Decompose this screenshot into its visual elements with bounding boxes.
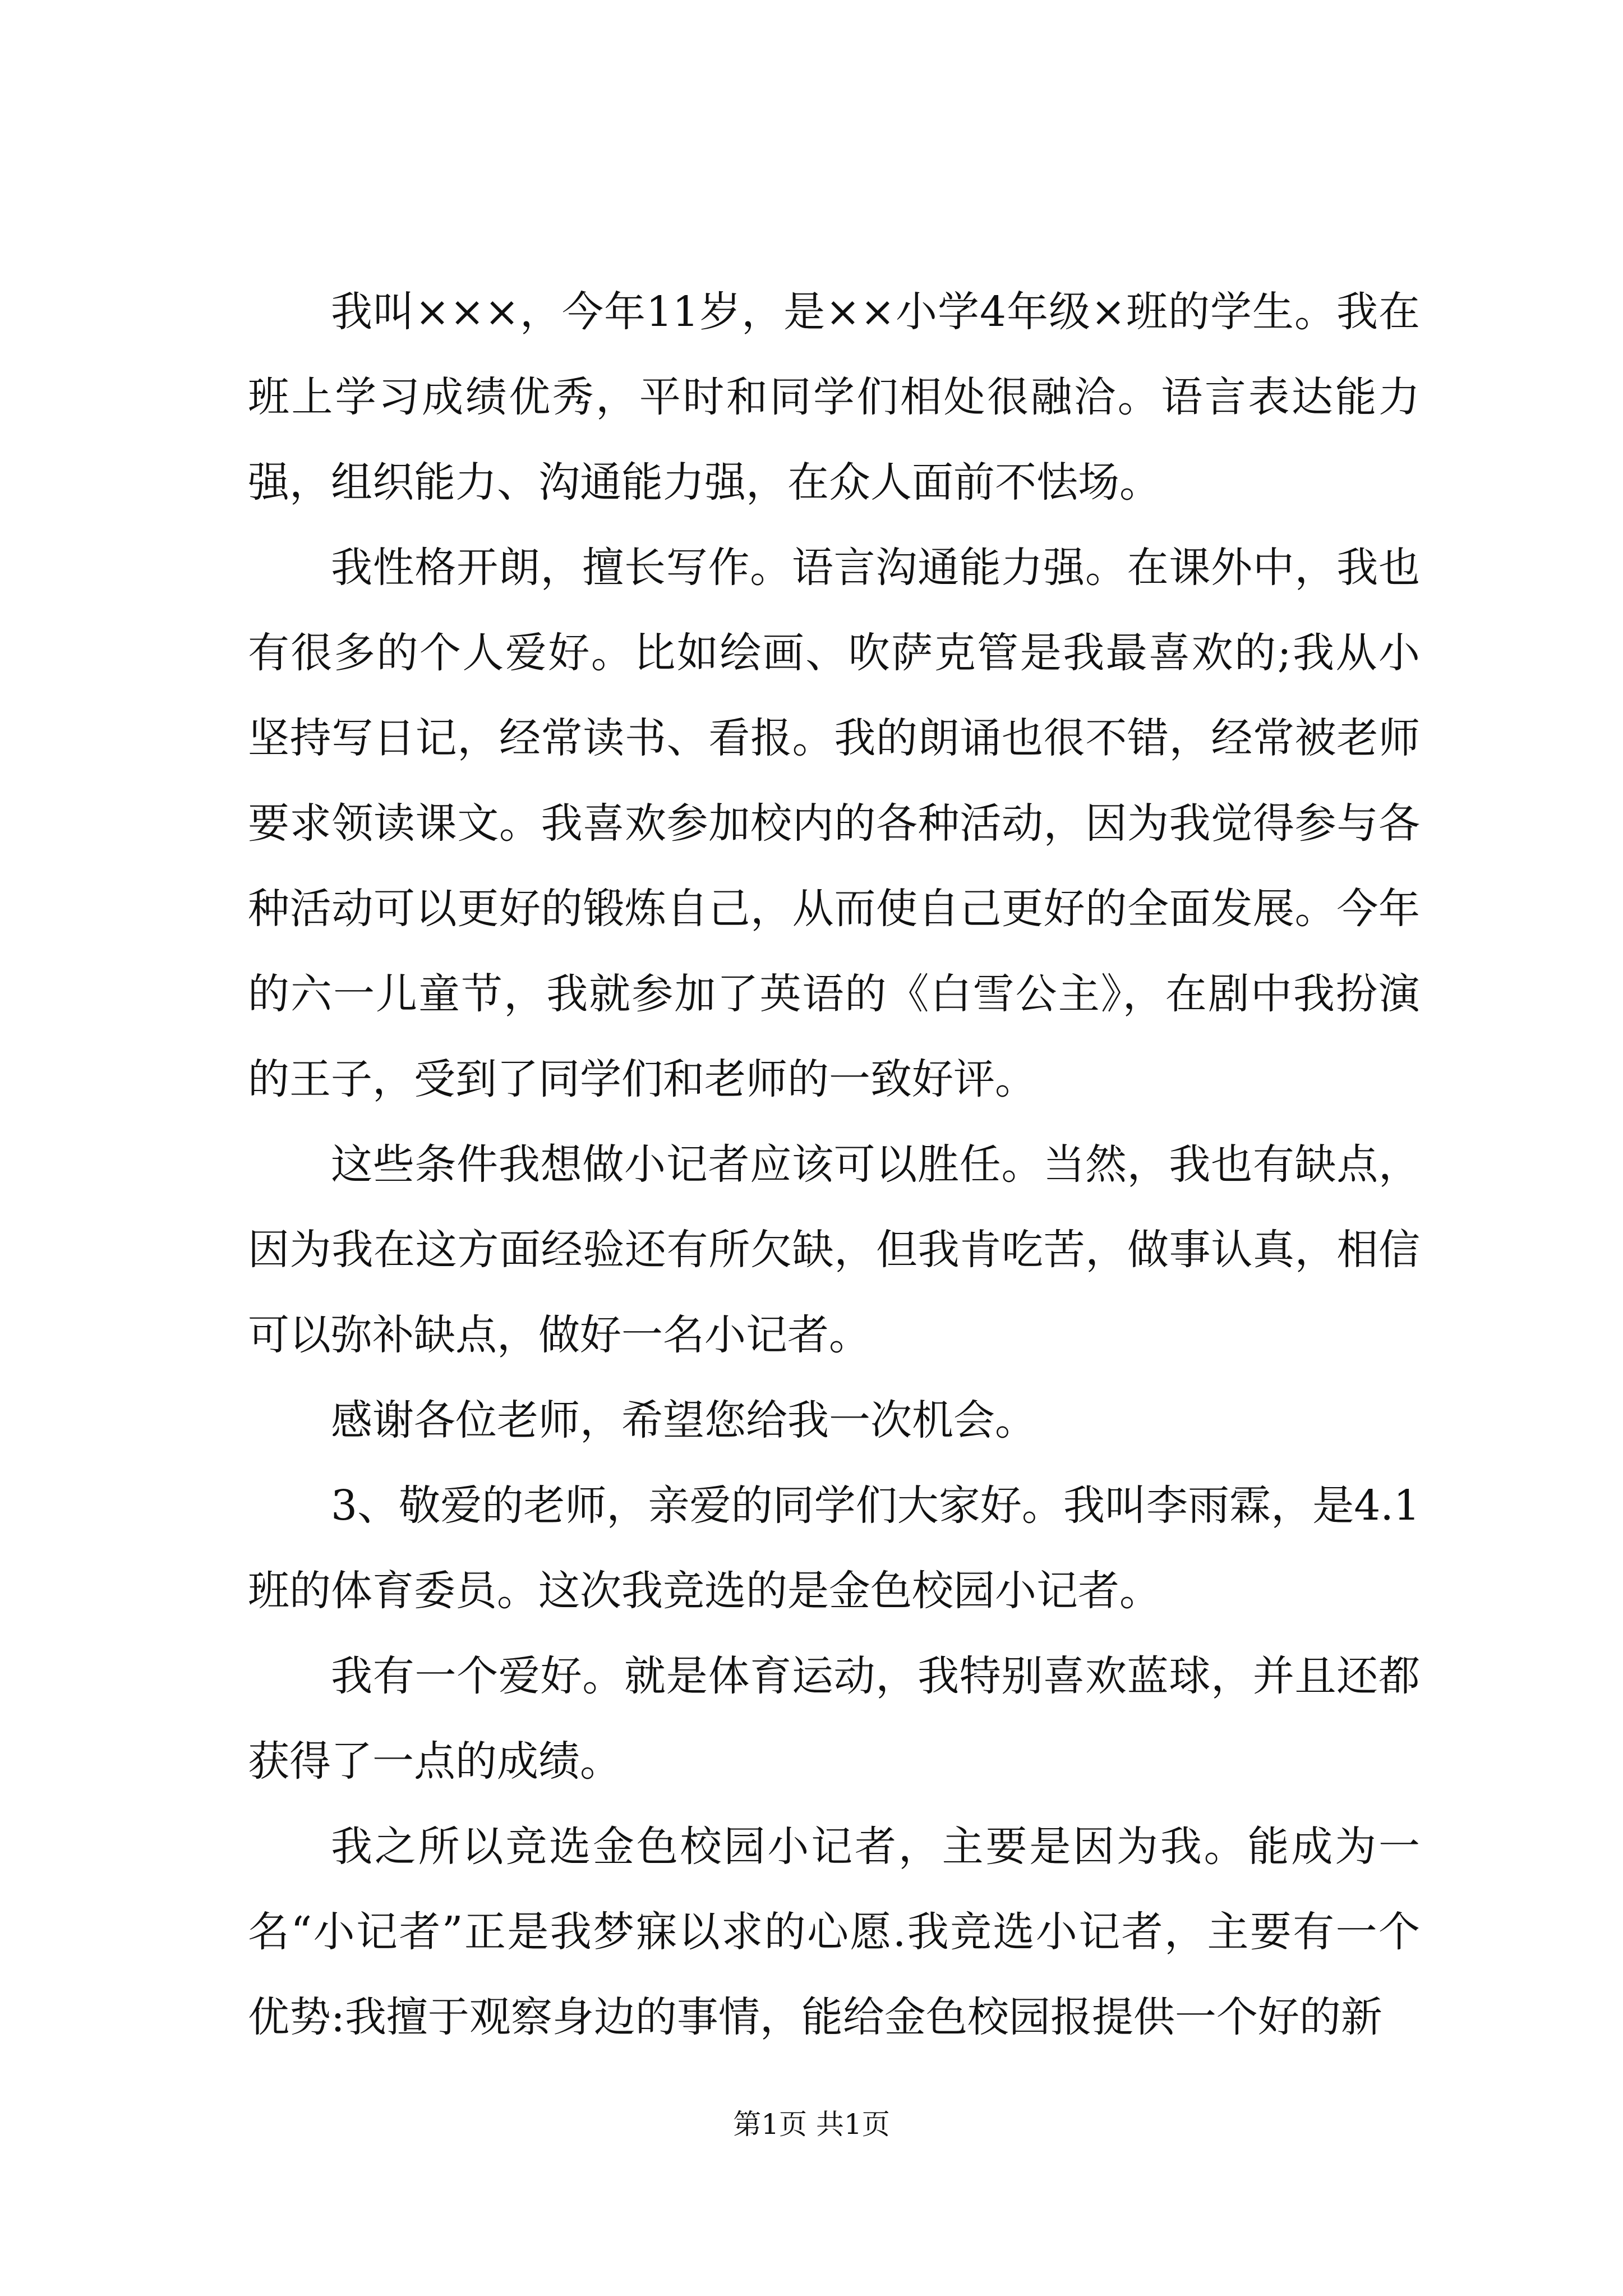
paragraph-7: 我之所以竞选金色校园小记者，主要是因为我。能成为一名“小记者”正是我梦寐以求的心愿.我竞选小记者，主要有一个优势:我擅于观察身边的事情，能给金色校园报提供一个好的新: [248, 1823, 1420, 2041]
paragraph-4: 感谢各位老师，希望您给我一次机会。: [331, 1396, 1036, 1444]
paragraph-3: 这些条件我想做小记者应该可以胜任。当然，我也有缺点，因为我在这方面经验还有所欠缺，但我肯吃苦，做事认真，相信可以弥补缺点，做好一名小记者。: [248, 1140, 1420, 1359]
paragraph-2: 我性格开朗，擅长写作。语言沟通能力强。在课外中，我也有很多的个人爱好。比如绘画、吹萨克管是我最喜欢的;我从小坚持写日记，经常读书、看报。我的朗诵也很不错，经常被老师要求领读课文。我喜欢参加校内的各种活动，因为我觉得参与各种活动可以更好的锻炼自己，从而使自己更好的全面发展。今年的六一儿童节，我就参加了英语的《白雪公主》，在剧中我扮演的王子，受到了同学们和老师的一致好评。: [248, 544, 1420, 1103]
paragraph-1: 我叫×××，今年11岁，是××小学4年级×班的学生。我在班上学习成绩优秀，平时和同学们相处很融洽。语言表达能力强，组织能力、沟通能力强，在众人面前不怯场。: [248, 288, 1420, 507]
paragraph-6: 我有一个爱好。就是体育运动，我特别喜欢蓝球，并且还都获得了一点的成绩。: [248, 1652, 1420, 1786]
document-body: [248, 269, 1420, 2060]
page-footer: [0, 2105, 1623, 2144]
page-number-label: 第1页 共1页: [733, 2108, 890, 2141]
paragraph-5: 3、敬爱的老师，亲爱的同学们大家好。我叫李雨霖，是4.1班的体育委员。这次我竞选的是金色校园小记者。: [248, 1481, 1420, 1615]
